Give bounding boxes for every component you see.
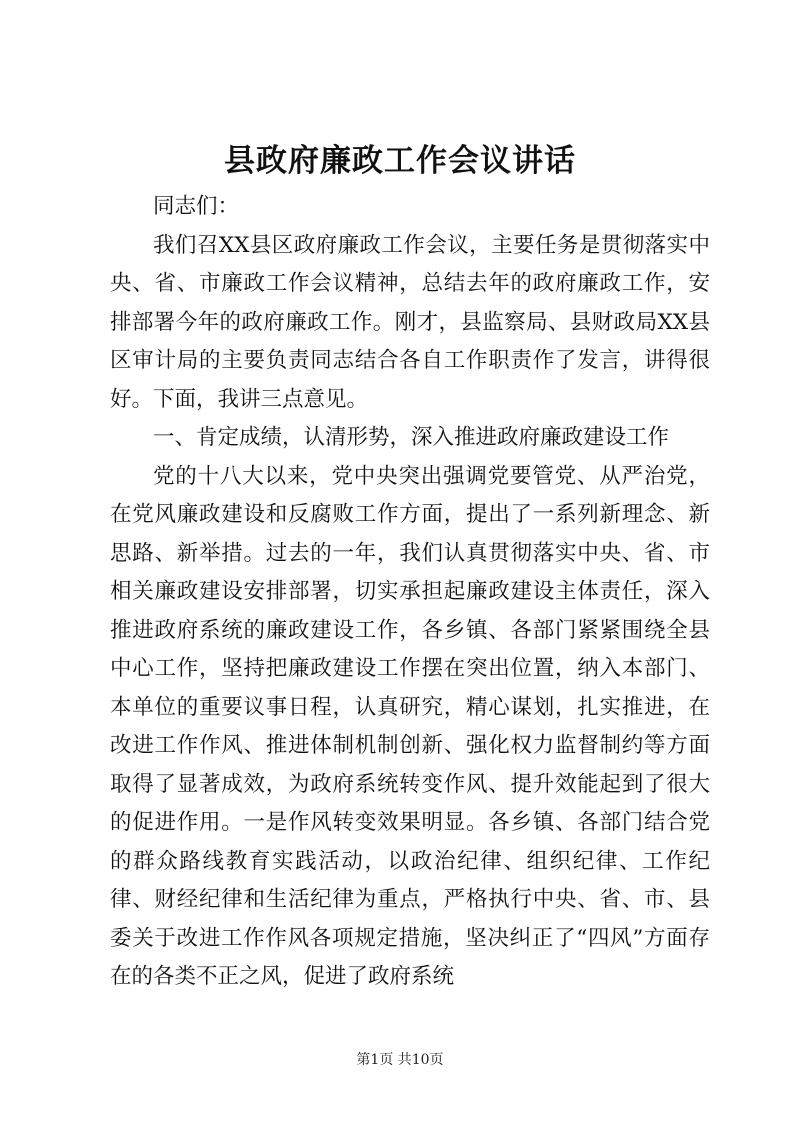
section-heading-1: 一、肯定成绩，认清形势，深入推进政府廉政建设工作 bbox=[153, 425, 670, 450]
salutation: 同志们： bbox=[153, 194, 240, 219]
document-body bbox=[110, 188, 710, 997]
paragraph-opening: 我们召XX县区政府廉政工作会议，主要任务是贯彻落实中央、省、市廉政工作会议精神，总结去年的政府廉政工作，安排部署今年的政府廉政工作。刚才，县监察局、县财政局XX县区审计局的主要负责同志结合各自工作职责作了发言，讲得很好。下面，我讲三点意见。 bbox=[110, 232, 710, 412]
page-footer: 第1页 共10页 bbox=[356, 1052, 444, 1068]
document-title: 县政府廉政工作会议讲话 bbox=[224, 143, 576, 179]
paragraph-achievements: 党的十八大以来，党中央突出强调党要管党、从严治党，在党风廉政建设和反腐败工作方面，提出了一系列新理念、新思路、新举措。过去的一年，我们认真贯彻落实中央、省、市相关廉政建设安排部署，切实承担起廉政建设主体责任，深入推进政府系统的廉政建设工作，各乡镇、各部门紧紧围绕全县中心工作，坚持把廉政建设工作摆在突出位置，纳入本部门、本单位的重要议事日程，认真研究，精心谋划，扎实推进，在改进工作作风、推进体制机制创新、强化权力监督制约等方面取得了显著成效，为政府系统转变作风、提升效能起到了很大的促进作用。一是作风转变效果明显。各乡镇、各部门结合党的群众路线教育实践活动，以政治纪律、组织纪律、工作纪律、财经纪律和生活纪律为重点，严格执行中央、省、市、县委关于改进工作作风各项规定措施，坚决纠正了“四风”方面存在的各类不正之风，促进了政府系统 bbox=[110, 463, 710, 989]
